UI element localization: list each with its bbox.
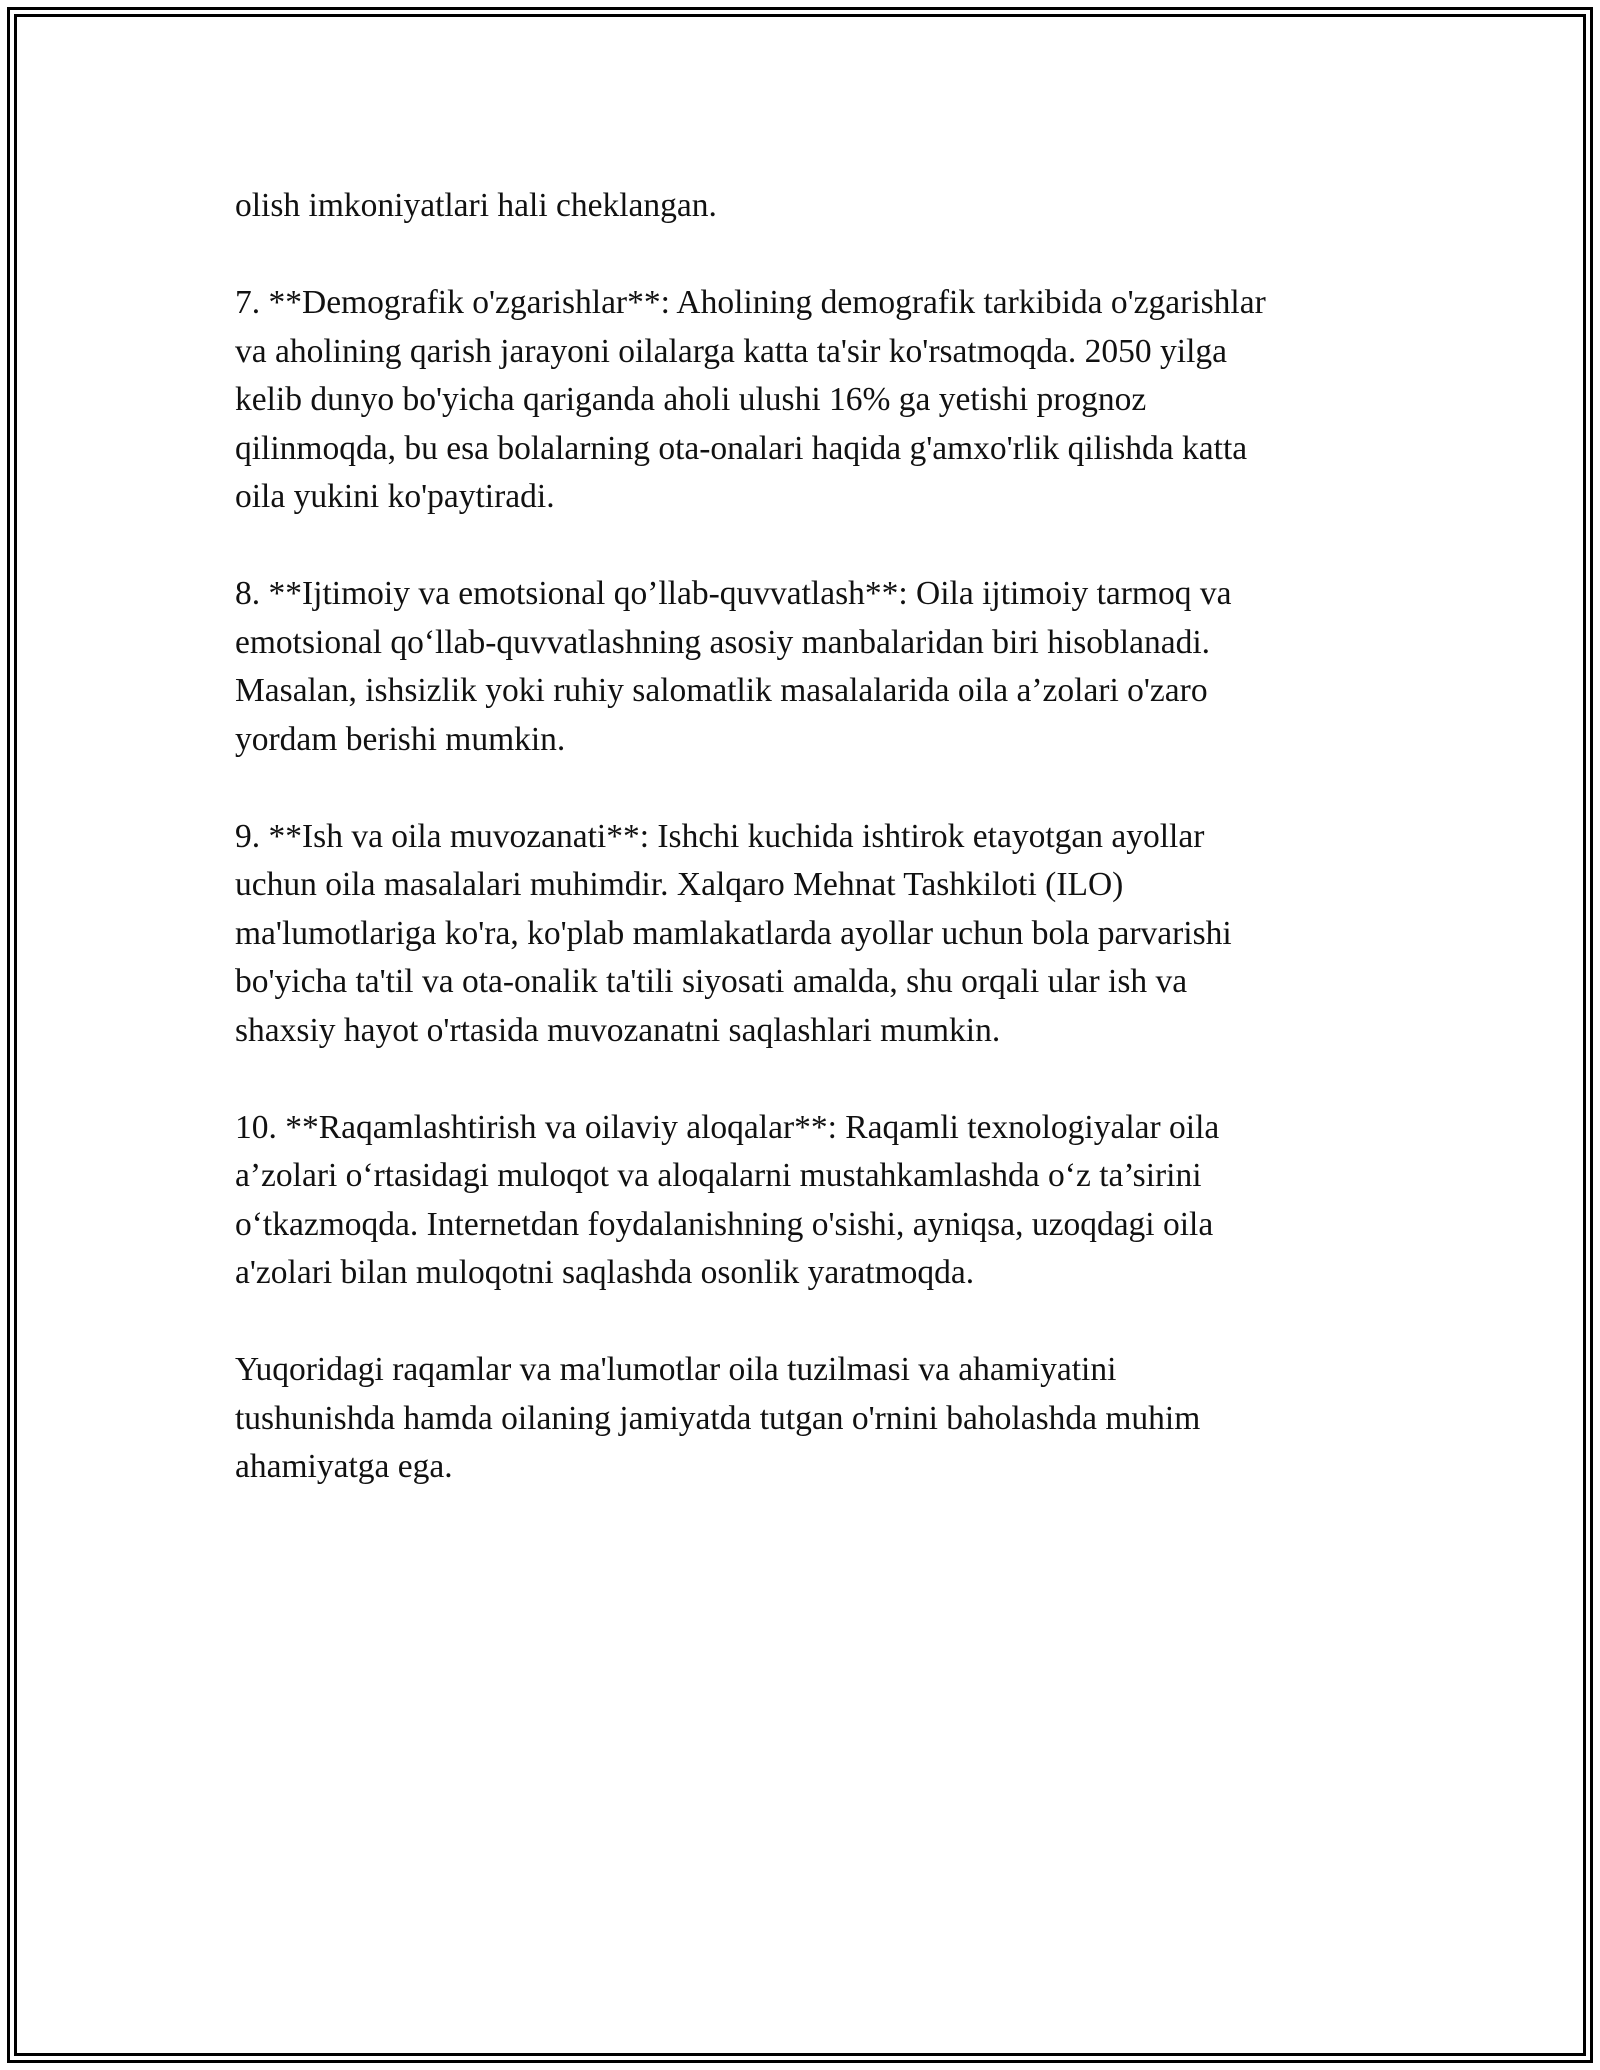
- paragraph-conclusion: Yuqoridagi raqamlar va ma'lumotlar oila tuzilmasi va ahamiyatini tushunishda hamda oilaning jamiyatda tutgan o'rnini baholashda muhim ahamiyatga ega.: [235, 1351, 1201, 1485]
- paragraph-item-8: 8. **Ijtimoiy va emotsional qo’llab-quvvatlash**: Oila ijtimoiy tarmoq va emotsional qo‘llab-quvvatlashning asosiy manbalaridan biri hisoblanadi. Masalan, ishsizlik yoki ruhiy salomatlik masalalarida oila a’zolari o'zaro yordam berishi mumkin.: [235, 575, 1232, 758]
- document-body: [235, 182, 1375, 1540]
- paragraph-continuation: olish imkoniyatlari hali cheklangan.: [235, 187, 717, 224]
- paragraph-item-9: 9. **Ish va oila muvozanati**: Ishchi kuchida ishtirok etayotgan ayollar uchun oila masalalari muhimdir. Xalqaro Mehnat Tashkiloti (ILO) ma'lumotlariga ko'ra, ko'plab mamlakatlarda ayollar uchun bola parvarishi bo'yicha ta'til va ota-onalik ta'tili siyosati amalda, shu orqali ular ish va shaxsiy hayot o'rtasida muvozanatni saqlashlari mumkin.: [235, 817, 1232, 1049]
- paragraph-item-7: 7. **Demografik o'zgarishlar**: Aholining demografik tarkibida o'zgarishlar va aholining qarish jarayoni oilalarga katta ta'sir ko'rsatmoqda. 2050 yilga kelib dunyo bo'yicha qariganda aholi ulushi 16% ga yetishi prognoz qilinmoqda, bu esa bolalarning ota-onalari haqida g'amxo'rlik qilishda katta oila yukini ko'paytiradi.: [235, 284, 1266, 515]
- paragraph-item-10: 10. **Raqamlashtirish va oilaviy aloqalar**: Raqamli texnologiyalar oila a’zolari o‘rtasidagi muloqot va aloqalarni mustahkamlashda o‘z ta’sirini o‘tkazmoqda. Internetdan foydalanishning o'sishi, ayniqsa, uzoqdagi oila a'zolari bilan muloqotni saqlashda osonlik yaratmoqda.: [235, 1108, 1220, 1291]
